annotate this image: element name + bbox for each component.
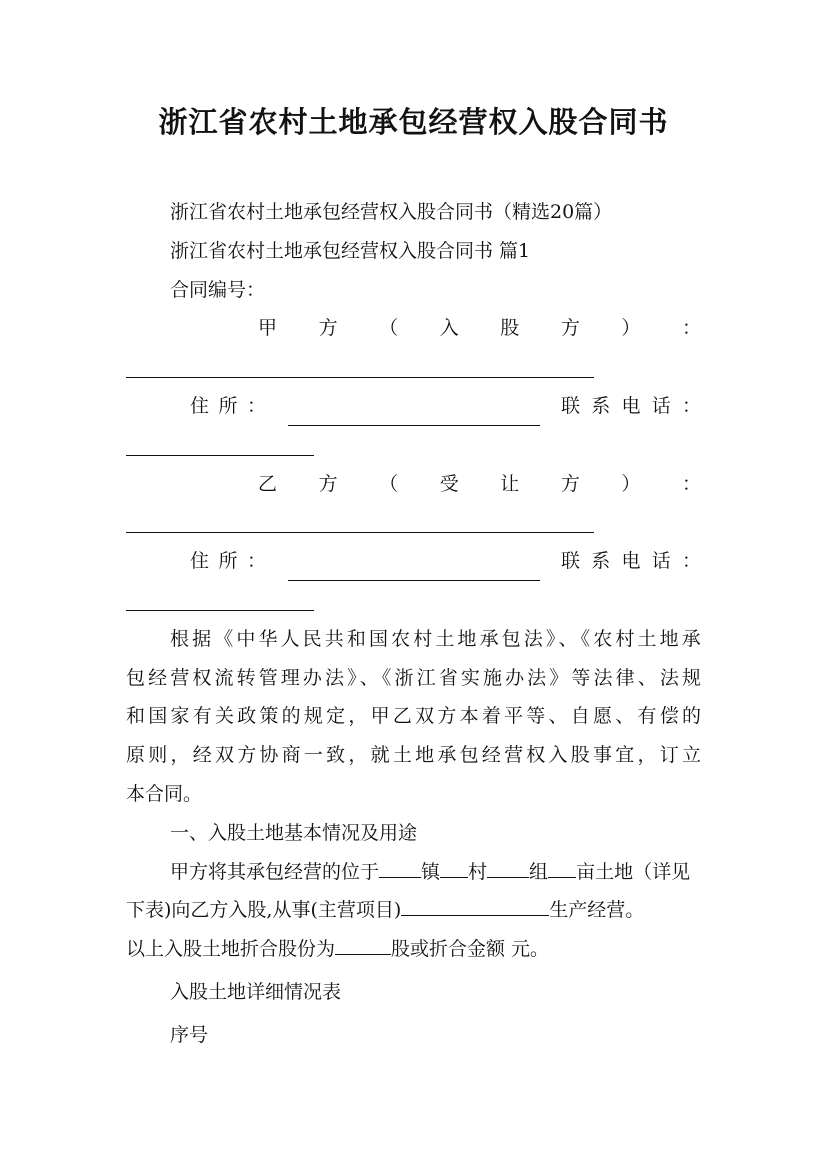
mu-blank: [548, 853, 576, 878]
party-a-line: [126, 309, 701, 348]
party-a-char: （: [379, 317, 399, 340]
party-b-char: （: [379, 472, 399, 495]
party-b-name-blank: [126, 503, 701, 542]
party-a-char: ：: [681, 317, 701, 340]
shares-blank: [335, 930, 391, 955]
village-blank: [440, 853, 468, 878]
party-a-char: 方: [560, 317, 580, 340]
intro-paragraph-line: 包经营权流转管理办法》、《浙江省实施办法》等法律、法规: [126, 666, 701, 689]
party-b-char: 受: [439, 472, 459, 495]
intro-paragraph-line: 原则，经双方协商一致，就土地承包经营权入股事宜，订立: [126, 744, 701, 767]
party-b-phone-blank: [126, 581, 701, 620]
section-one-paragraph-line: 以上入股土地折合股份为 股或折合金额 元。: [126, 930, 701, 969]
party-a-name-rule: [126, 377, 594, 378]
intro-paragraph-line: 本合同。: [126, 782, 203, 805]
party-b-address-label: 住 所 ：: [190, 550, 266, 573]
party-b-address-blank: [288, 553, 540, 581]
party-b-char: 让: [500, 472, 520, 495]
section-line: 浙江省农村土地承包经营权入股合同书 篇1: [170, 239, 531, 262]
party-b-char: ）: [621, 472, 641, 495]
party-a-address-label: 住 所 ：: [190, 394, 266, 417]
party-b-phone-rule: [126, 610, 314, 611]
main-project-blank: [401, 891, 549, 916]
document-title: 浙江省农村土地承包经营权入股合同书: [158, 105, 669, 139]
table-first-header: 序号: [170, 1023, 209, 1046]
section-one-paragraph-line: 下表)向乙方入股,从事(主营项目) 生产经营。: [126, 891, 701, 930]
table-title: 入股土地详细情况表: [170, 980, 342, 1003]
party-a-char: 方: [318, 317, 338, 340]
party-b-char: 方: [560, 472, 580, 495]
party-a-phone-rule: [126, 455, 314, 456]
party-b-address-line: [126, 542, 701, 581]
group-blank: [487, 853, 529, 878]
contract-number-label: 合同编号：: [170, 278, 266, 301]
party-a-phone-label: 联 系 电 话 ：: [561, 394, 701, 417]
party-a-char: ）: [621, 317, 641, 340]
subtitle-line: 浙江省农村土地承包经营权入股合同书（精选20篇）: [170, 201, 613, 223]
party-a-address-line: [126, 387, 701, 426]
party-a-char: 股: [500, 317, 520, 340]
party-b-char: ：: [681, 472, 701, 495]
party-b-line: [126, 465, 701, 504]
intro-paragraph-line: 根据《中华人民共和国农村土地承包法》、《农村土地承: [170, 627, 701, 650]
party-a-phone-blank: [126, 426, 701, 465]
party-b-name-rule: [126, 532, 594, 533]
party-a-char: 甲: [258, 317, 278, 340]
party-b-char: 方: [318, 472, 338, 495]
document-body: [126, 193, 701, 1055]
party-a-name-blank: [126, 348, 701, 387]
party-b-phone-label: 联 系 电 话 ：: [561, 550, 701, 573]
party-a-char: 入: [439, 317, 459, 340]
intro-paragraph-line: 和国家有关政策的规定，甲乙双方本着平等、自愿、有偿的: [126, 705, 701, 728]
section-one-paragraph-line: 甲方将其承包经营的位于 镇 村 组 亩土地（详见: [126, 853, 701, 892]
party-b-char: 乙: [258, 472, 278, 495]
section-one-heading: 一、入股土地基本情况及用途: [170, 821, 418, 844]
town-blank: [379, 853, 421, 878]
party-a-address-blank: [288, 398, 540, 426]
